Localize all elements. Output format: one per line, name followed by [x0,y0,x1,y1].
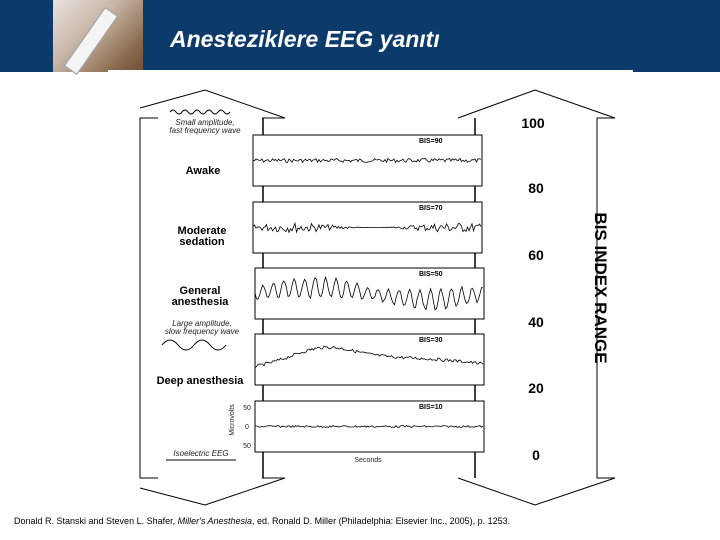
large-wave-note: Large amplitude, slow frequency wave [164,319,240,336]
bis-value-label: BIS=50 [419,271,443,278]
bis-value-label: BIS=10 [419,404,443,411]
state-awake: Awake [185,165,221,177]
scale-60: 60 [528,247,544,263]
large-wave-icon [162,340,226,350]
state-deep-anesthesia: Deep anesthesia [156,375,244,387]
slide-title: Anesteziklere EEG yanıtı [170,26,440,52]
isoelectric-note: Isoelectric EEG [173,449,229,458]
bis-value-label: BIS=70 [419,205,443,212]
eeg-panel [253,135,482,186]
state-moderate-sedation: Moderate sedation [177,225,227,248]
scale-100: 100 [521,115,545,131]
scale-40: 40 [528,314,544,330]
y-axis-label: Microvolts [229,404,236,436]
scale-80: 80 [528,180,544,196]
scale-20: 20 [528,380,544,396]
bis-value-label: BIS=30 [419,337,443,344]
scale-0: 0 [532,447,540,463]
y-tick: 50 [243,443,251,450]
small-wave-note: Small amplitude, fast frequency wave [169,118,241,135]
citation: Donald R. Stanski and Steven L. Shafer, Miller's Anesthesia, ed. Ronald D. Miller (Philadelphia: Elsevier Inc., 2005), p. 1253. [14,516,511,526]
y-tick: 0 [245,424,249,431]
bis-value-label: BIS=90 [419,138,443,145]
y-tick: 50 [243,405,251,412]
bis-index-range-title: BIS INDEX RANGE [591,212,610,364]
state-general-anesthesia: General anesthesia [171,285,229,308]
small-wave-icon [170,110,230,114]
x-axis-label: Seconds [354,457,382,464]
